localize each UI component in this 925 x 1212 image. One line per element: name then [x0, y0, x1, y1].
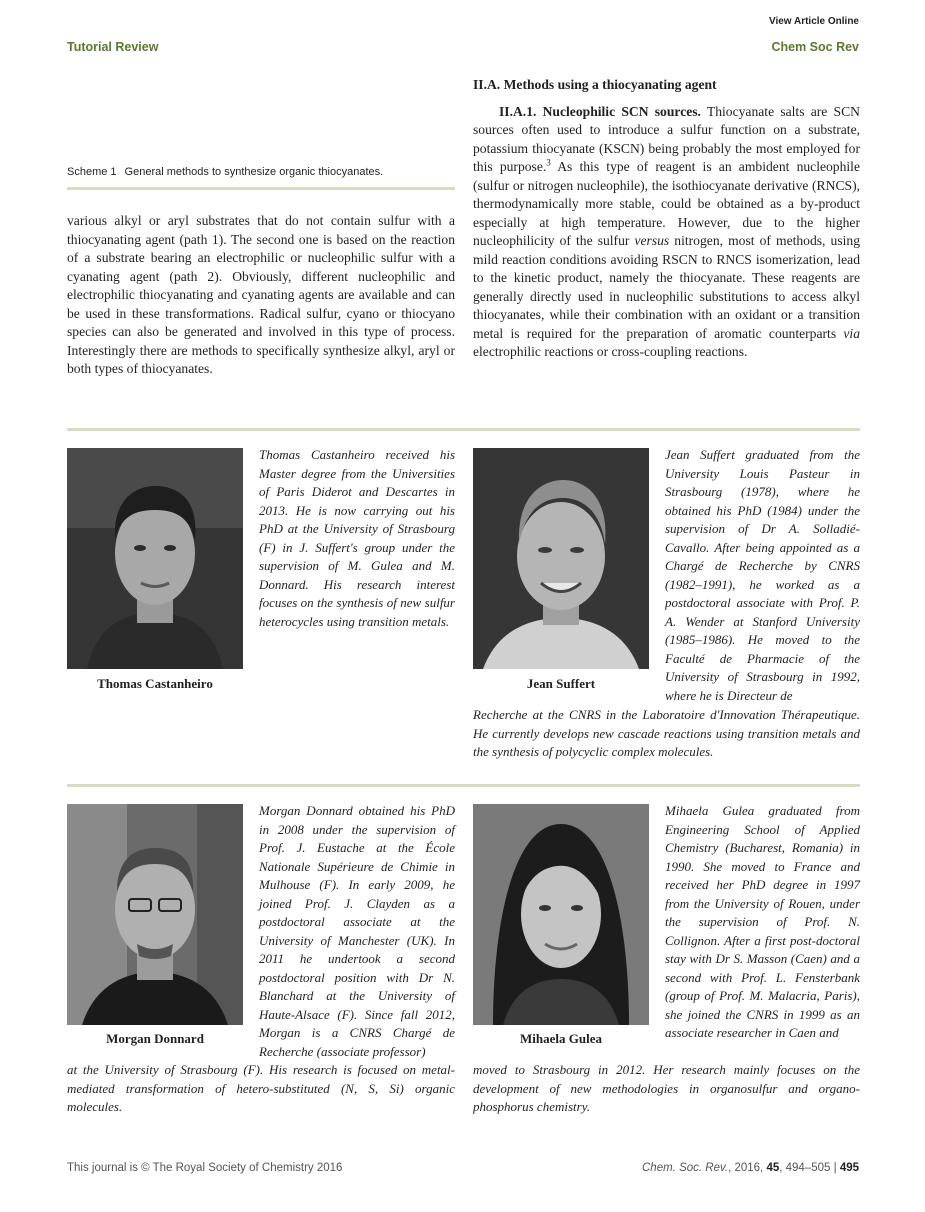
scheme-caption — [67, 166, 455, 178]
bio-text-mihaela-gulea: Mihaela Gulea graduated from Engineering School of Applied Chemistry (Bucharest, Romania) in 1990. She moved to France and received her PhD degree in 1997 from the University of Rouen, under the supervision of Prof. N. Collignon. After a first post-doctoral stay with Dr S. Masson (Caen) and a second with Prof. L. Fensterbank (group of Prof. M. Malacria, Paris), she joined the CNRS in 1999 as an associate researcher in Caen and — [665, 803, 860, 1040]
bio-separator-middle — [67, 784, 860, 787]
footer-separator: | — [830, 1162, 840, 1174]
photo-mihaela-gulea — [473, 804, 649, 1025]
journal-name-label: Chem Soc Rev — [771, 40, 859, 54]
photo-thomas-castanheiro — [67, 448, 243, 669]
scheme-divider — [67, 187, 455, 190]
bio-name-mihaela-gulea: Mihaela Gulea — [520, 1031, 602, 1046]
page-number: 495 — [839, 1162, 859, 1174]
article-type-label: Tutorial Review — [67, 40, 159, 54]
via-term: via — [843, 325, 860, 341]
bio-text-mihaela-gulea-continued: moved to Strasbourg in 2012. Her research mainly focuses on the development of new methodologies in organosulfur and organo-phosphorus chemistry. — [473, 1062, 860, 1114]
section-heading: II.A. Methods using a thiocyanating agent — [473, 77, 717, 92]
copyright-footer: This journal is © The Royal Society of Chemistry 2016 — [67, 1162, 343, 1174]
bio-name-thomas-castanheiro: Thomas Castanheiro — [97, 676, 213, 691]
portrait-jean-suffert-image — [473, 448, 649, 669]
left-column-paragraph: various alkyl or aryl substrates that do not contain sulfur with a thiocyanating agent (path 1). The second one is based on the reaction of a substrate bearing an electrophilic or nucleophilic sulfur with a cyanating agent (path 2). Obviously, different nucleophilic and electrophilic thiocyanating and cyanating agents are available and can be used in these transformations. Radical sulfur, cyano or thiocyano species can also be generated and involved in this type of process. Interestingly there are methods to specifically synthesize alkyl, aryl or both types of thiocyanates. — [67, 213, 455, 376]
photo-jean-suffert — [473, 448, 649, 669]
right-column — [473, 76, 860, 362]
bio-text-morgan-donnard: Morgan Donnard obtained his PhD in 2008 under the supervision of Prof. J. Eustache at the École Nationale Supérieure de Chimie in Mulhouse (F). In early 2009, he joined Prof. J. Clayden as a postdoctoral associate at the University of Manchester (UK). In 2011 he undertook a second postdoctoral position with Dr N. Blanchard at the University of Haute-Alsace (F). Since fall 2012, Morgan is a CNRS Chargé de Recherche (associate professor) — [259, 803, 455, 1059]
portrait-mihaela-gulea-image — [473, 804, 649, 1025]
portrait-morgan-donnard-image — [67, 804, 243, 1025]
right-column-paragraph — [473, 103, 860, 362]
footer-year: , 2016, — [728, 1162, 767, 1174]
bio-separator-top — [67, 428, 860, 431]
footer-journal: Chem. Soc. Rev. — [642, 1162, 729, 1174]
scheme-label: Scheme 1 — [67, 166, 117, 178]
paragraph-part-4: electrophilic reactions or cross-coupling reactions. — [473, 344, 748, 359]
subsection-heading: II.A.1. Nucleophilic SCN sources. — [499, 103, 701, 119]
paragraph-part-3: nitrogen, most of methods, using mild reaction conditions avoiding RSCN to RNCS isomerization, lead to the kinetic product, namely the thiocyanate. These reagents are generally directly used in nucleophilic substitutions to access alkyl thiocyanates, while their combination with an oxidant or a transition metal is required for the preparation of aromatic counterparts — [473, 233, 860, 341]
bio-text-jean-suffert-continued: Recherche at the CNRS in the Laboratoire d'Innovation Thérapeutique. He currently develops new cascade reactions using transition metals and the synthesis of polycyclic complex molecules. — [473, 707, 860, 759]
versus-term: versus — [634, 233, 670, 248]
paragraph-part-1: Thiocyanate salts are SCN sources often used to introduce a sulfur function on a substrate, potassium thiocyanate (KSCN) being probably the most employed for this purpose. — [473, 103, 860, 174]
citation-footer — [642, 1162, 859, 1174]
footer-pages: , 494–505 — [779, 1162, 831, 1174]
view-article-online-link[interactable]: View Article Online — [768, 16, 859, 27]
footer-volume: 45 — [766, 1162, 780, 1174]
bio-text-jean-suffert: Jean Suffert graduated from the University Louis Pasteur in Strasbourg (1978), where he obtained his PhD (1984) under the supervision of Dr A. Solladié-Cavallo. After being appointed as a Chargé de Recherche by CNRS (1982–1991), he worked as a postdoctoral associate with Prof. P. A. Wender at Stanford University (1985–1986). He moved to the Faculté de Pharmacie of the University of Strasbourg in 1992, where he is Directeur de — [665, 447, 860, 703]
scheme-caption-text: General methods to synthesize organic thiocyanates. — [124, 166, 384, 178]
portrait-thomas-castanheiro-image — [67, 448, 243, 669]
bio-name-jean-suffert: Jean Suffert — [526, 676, 596, 691]
bio-text-morgan-donnard-continued: at the University of Strasbourg (F). His research is focused on metal-mediated transformation of hetero-substituted (N, S, Si) organic molecules. — [67, 1062, 455, 1114]
photo-morgan-donnard — [67, 804, 243, 1025]
paragraph-part-2: As this type of reagent is an ambident nucleophile (sulfur or nitrogen nucleophile), the isothiocyanate derivative (RNCS), thermodynamically more stable, could be obtained as a by-product especially at high temperature. However, due to the higher nucleophilicity of the sulfur — [473, 159, 860, 248]
bio-name-morgan-donnard: Morgan Donnard — [106, 1031, 204, 1046]
bio-text-thomas-castanheiro: Thomas Castanheiro received his Master degree from the Universities of Paris Diderot and Descartes in 2013. He is now carrying out his PhD at the University of Strasbourg (F) in J. Suffert's group under the supervision of M. Gulea and M. Donnard. His research interest focuses on the synthesis of new sulfur heterocycles using transition metals. — [259, 447, 455, 629]
reference-3-link[interactable]: 3 — [546, 157, 551, 168]
